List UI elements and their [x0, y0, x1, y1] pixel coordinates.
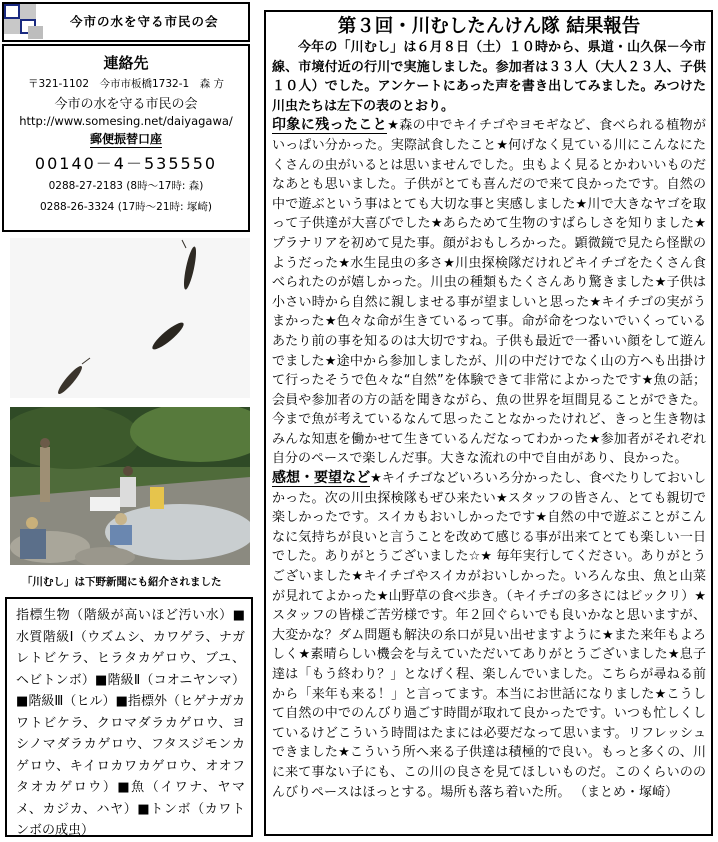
photo-caption: 「川むし」は下野新聞にも紹介されました [22, 576, 222, 588]
contact-address: 〒321-1102 今市市板橋1732-1 森 方 [27, 78, 225, 90]
postal-account-title: 郵便振替口座 [89, 132, 162, 146]
report-title: 第３回・川むしたんけん隊 結果報告 [337, 16, 641, 37]
report-box [264, 10, 713, 836]
postal-account-number: 00140－4－535550 [34, 154, 218, 173]
section-impressions-body: ★森の中でキイチゴやヨモギなど、食べられる植物がいっぱい分かった。実際試食したこと★何げなく見ている川にこんなにたくさんの虫がいるとは思いませんでした。虫もよく見るとかわいいものだなあとも思いました。子供がとても喜んだので来て良かったです。自然の中で遊ぶという事はとても大切な事と実感しました★川で大きなヤゴを取って子供達が大喜びでした★あらためて生物のすばらしさを知りました★プラナリアを初めて見た事。顔がおもしろかった。顕微鏡で見たら怪獣のようだった★水生昆虫の多さ★川虫探検隊だけれどキイチゴをたくさん食べられたのが嬉しかった。川虫の種類もたくさんあり驚きました★子供は小さい時から自然に親しませる事が望ましいと思った★キイチゴの実がうまかった★色々な命が生きているって事。命が命をつないでいくっているあたり前の事を知るのは大切ですね。子供も最近で一番いい顔をして遊んでました★途中から参加しましたが、川の中だけでなく山の方へも出掛けて行ったそうで色々な“自然”を体験できて非常によかったです★魚の話；会員や参加者の方の話を聞きながら、魚の世界を垣間見ることができた。今まで魚が考えているなんて思ったことなかったけれど、きっと生き物はみんな知恵を働かせて生きているんだなってわかった★参加者がそれぞれ自分のペースで楽しんだ事。大きな流れの中で自由があり、良かった。 [272, 118, 706, 467]
section-impressions [272, 116, 706, 469]
contact-title: 連絡先 [103, 54, 149, 72]
phone-evening: 0288-26-3324 (17時〜21時: 塚崎) [39, 201, 212, 213]
contact-url-link[interactable]: http://www.somesing.net/daiyagawa/ [19, 114, 233, 128]
section-feedback-heading: 感想・要望など [272, 470, 371, 487]
river-field-photo [10, 407, 250, 565]
report-signature: （まとめ・塚崎） [573, 784, 678, 800]
org-name: 今市の水を守る市民の会 [70, 14, 219, 29]
aquatic-insect-photo [10, 238, 250, 398]
indicator-species-box [5, 597, 253, 837]
report-intro: 今年の「川むし」は６月８日（土）１０時から、県道・山久保－今市線、市境付近の行川で実施しました。参加者は３３人（大人２３人、子供１０人）でした。アンケートにあった声を書き出してみました。みつけた川虫たちは左下の表のとおり。 [272, 40, 706, 114]
org-logo [4, 4, 44, 40]
contact-box [2, 44, 250, 232]
section-impressions-heading: 印象に残ったこと [272, 117, 388, 134]
section-feedback [272, 469, 706, 802]
contact-group: 今市の水を守る市民の会 [54, 97, 198, 112]
indicator-text: 指標生物（階級が高いほど汚い水）■水質階級Ⅰ（ウズムシ、カワゲラ、ナガレトビケラ、ヒラタカゲロウ、ブユ、ヘビトンボ）■階級Ⅱ（コオニヤンマ）■階級Ⅲ（ヒル）■指標外（ヒゲナガカワトビケラ、クロマダラカゲロウ、ヨシノマダラカゲロウ、フタスジモンカゲロウ、キイロカワカゲロウ、オオフタオカゲロウ）■魚（イワナ、ヤマメ、カジカ、ハヤ）■トンボ（カワトンボの成虫） [16, 608, 245, 838]
section-feedback-body: ★キイチゴなどいろいろ分かったし、食べたりしておいしかった。次の川虫探検隊もぜひ来たい★スタッフの皆さん、とても親切で楽しかったです。スイカもおいしかったです★自然の中で遊ぶことがこんなに気持ちが良いと言うことを改めて感じる事が出来てとても楽しい一日でした。ありがとうございました☆★ 毎年実行してください。ありがとうございました★キイチゴやスイカがおいしかった。いろんな虫、魚と山菜が見れてよかった★山野草の食べ歩き。（キイチゴの多さにはビックリ）★スタッフの皆様ご苦労様です。年２回ぐらいでも良いかなと思いますが、大変かな？ダム問題も解決の糸口が見い出せますように★また来年もよろしく★素晴らしい機会を与えていただいてありがとうございました★息子達は「もう終わり？」となげく程、楽しんでいました。こちらが尋ねる前から「来年も来る！」と言ってます。本当にお世話になりました★こうして自然の中でのんびり過ごす時間が取れて良かったです。いつも忙しくしているけどこういう時間はたまには必要だなって思います。リフレッシュできました★こういう所へ来る子供達は積極的で良い。もっと多くの、川に来て事ない子にも、この川の良さを見てほしいものだ。このくらいののんびりペースはほっとする。場所も落ち着いた所。 [272, 471, 707, 800]
phone-day: 0288-27-2183 (8時〜17時: 森) [48, 180, 204, 192]
